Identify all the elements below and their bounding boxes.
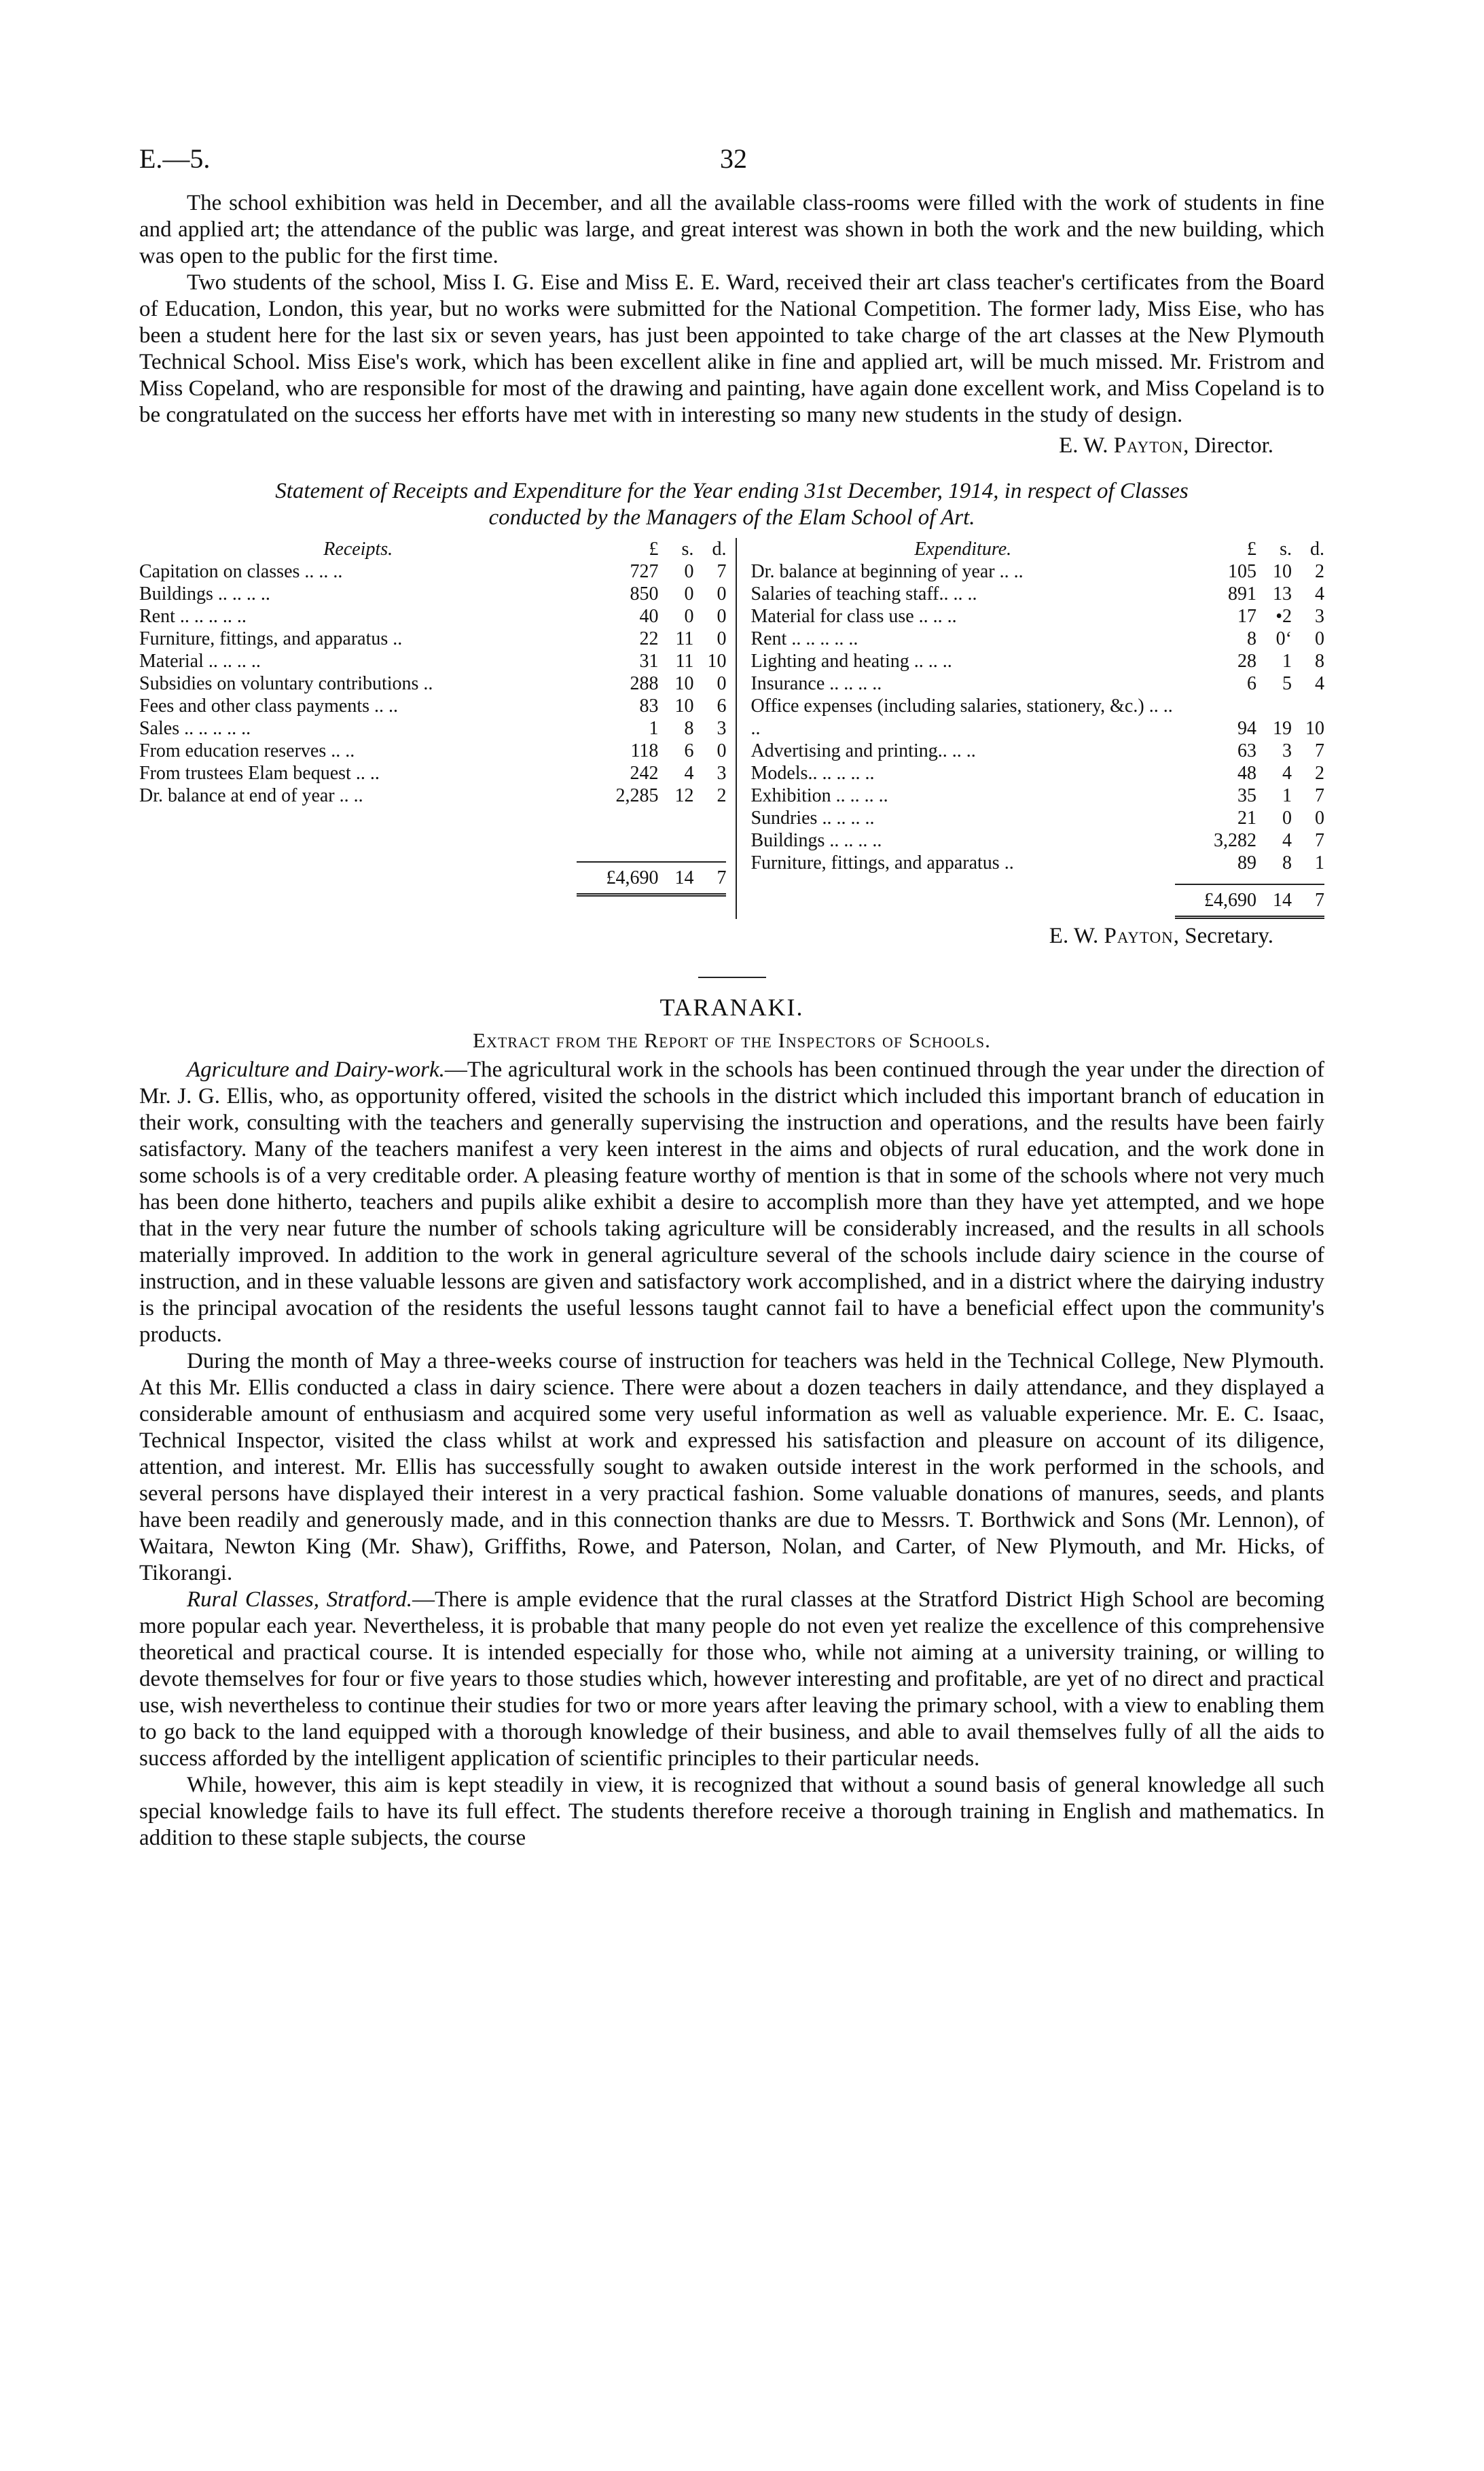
receipt-row-shillings: 0 [684,606,694,627]
expenditure-row-shillings: 5 [1282,673,1292,694]
receipt-row-label: Rent .. .. .. .. .. [139,606,247,627]
receipt-row-pence: 0 [717,673,727,694]
receipt-row-pounds: 118 [630,740,659,761]
expenditure-row [750,650,1324,672]
receipt-row-pence: 10 [707,651,727,672]
expenditure-row-pounds: 63 [1237,740,1256,761]
expenditure-row [750,762,1324,784]
expenditure-row-shillings: 4 [1282,830,1292,851]
receipt-row [139,560,726,583]
receipt-row-label: From education reserves .. .. [139,740,355,761]
agriculture-body: —The agricultural work in the schools has been continued through the year under the direction of Mr. J. G. Ellis, who, as opportunity offered, visited the schools in the district which included this important branch of education in their work, consulting with the teachers and generally supervising the instruction and operations, and the results have been fairly satisfactory. Many of the teachers manifest a very keen interest in the aims and objects of rural education, and the work done in some schools is of a very creditable order. A pleasing feature worthy of mention is that in some of the schools where not very much has been done hitherto, teachers and pupils alike exhibit a desire to accomplish more than they have yet attempted, and we hope that in the very near future the number of schools taking agriculture will be considerably increased, and the results in all schools materially improved. In addition to the work in general agriculture several of the schools include dairy science in the course of instruction, and in these valuable lessons are given and satisfactory work accomplished, and in a district where the dairying industry is the principal avocation of the residents the useful lessons taught cannot fail to have a beneficial effect upon the community's products. [139,1058,1324,1347]
secretary-signature-suffix: , Secretary. [1173,924,1273,948]
expenditure-row-label: Models.. .. .. .. .. [750,763,875,784]
receipt-row [139,695,726,717]
expenditure-rows [750,560,1324,874]
expenditure-row [750,807,1324,829]
receipts-total-shillings: 14 [674,867,694,888]
receipt-row-label: Furniture, fittings, and apparatus .. [139,628,403,649]
statement-title-line-1: Statement of Receipts and Expenditure for the Year ending 31st December, 1914, in respect of Classes [275,479,1189,503]
receipt-row-pounds: 2,285 [615,785,659,806]
receipt-row-label: Capitation on classes .. .. .. [139,561,343,582]
training-paragraph: While, however, this aim is kept steadily in view, it is recognized that without a sound basis of general knowledge all such special knowledge fails to have its full effect. The students therefore receive a thorough training in English and mathematics. In addition to these staple subjects, the course [139,1773,1324,1850]
section-subtitle: Extract from the Report of the Inspectors of Schools. [473,1028,991,1052]
section-title-taranaki: TARANAKI. [659,994,804,1021]
director-signature-name: Payton [1113,433,1184,458]
receipt-row-label: Subsidies on voluntary contributions .. [139,673,433,694]
expenditure-row-shillings: 19 [1273,718,1292,739]
expenditure-row-pounds: 105 [1228,561,1256,582]
expenditure-row-pounds: 48 [1237,763,1256,784]
document-reference: E.—5. [139,143,211,174]
receipt-row-pence: 6 [717,696,727,717]
receipt-row-shillings: 6 [684,740,694,761]
receipt-row-pounds: 850 [630,583,659,605]
expenditure-row-shillings: 0 [1282,808,1292,829]
receipt-row-pounds: 31 [639,651,659,672]
expenditure-row-pence: 2 [1315,561,1324,582]
expenditure-row-pounds: 35 [1237,785,1256,806]
pence-header: d. [1310,539,1324,560]
expenditure-total-pounds: £4,690 [1204,890,1256,911]
page-number: 32 [720,143,747,174]
expenditure-row-label: Exhibition .. .. .. .. [750,785,888,806]
expenditure-row-label: Advertising and printing.. .. .. [750,740,976,761]
receipt-row-pounds: 242 [630,763,659,784]
expenditure-row-pence: 7 [1315,830,1324,851]
expenditure-row-label: Office expenses (including salaries, stationery, &c.) .. .. .. [750,696,1173,739]
rural-classes-heading: Rural Classes, Stratford. [187,1587,412,1612]
receipts-total-row [139,861,726,897]
expenditure-row-pounds: 3,282 [1214,830,1256,851]
expenditure-row-shillings: 8 [1282,852,1292,873]
expenditure-row-pence: 8 [1315,651,1324,672]
receipt-row-shillings: 11 [675,628,694,649]
expenditure-row-shillings: 10 [1273,561,1292,582]
receipt-row-pence: 7 [717,561,727,582]
section-divider [698,977,766,978]
secretary-signature-name: Payton [1104,924,1174,948]
receipt-row-pence: 0 [717,740,727,761]
rural-classes-body: —There is ample evidence that the rural classes at the Stratford District High School are becoming more popular each year. Nevertheless, it is probable that many people do not even yet realize the excellence of this comprehensive theoretical and practical course. It is intended especially for those who, while not aiming at a university training, or willing to devote themselves for four or five years to those studies which, however interesting and profitable, are yet of no direct and practical use, wish nevertheless to continue their studies for two or more years after leaving the primary school, with a view to enabling them to go back to the land equipped with a thorough knowledge of their business, and able to avail themselves fully of all the aids to success afforded by the intelligent application of scientific principles to their particular needs. [139,1587,1324,1771]
receipt-row [139,740,726,762]
expenditure-row [750,628,1324,650]
receipt-row-pence: 0 [717,606,727,627]
receipt-row-pounds: 83 [639,696,659,717]
intro-paragraph-2: Two students of the school, Miss I. G. Eise and Miss E. E. Ward, received their art class teacher's certificates from the Board of Education, London, this year, but no works were submitted for the National Competition. The former lady, Miss Eise, who has been a student here for the last six or seven years, has just been appointed to take charge of the art classes at the New Plymouth Technical School. Miss Eise's work, which has been excellent alike in fine and applied art, will be much missed. Mr. Fristrom and Miss Copeland, who are responsible for most of the drawing and painting, have again done excellent work, and Miss Copeland is to be congratulated on the success her efforts have met with in interesting so many new students in the study of design. [139,270,1324,427]
expenditure-row-pence: 7 [1315,740,1324,761]
expenditure-row-shillings: 3 [1282,740,1292,761]
expenditure-row-pounds: 89 [1237,852,1256,873]
receipt-row-label: Sales .. .. .. .. .. [139,718,251,739]
receipt-row-shillings: 11 [675,651,694,672]
receipt-row-pence: 0 [717,583,727,605]
expenditure-row-pounds: 6 [1247,673,1256,694]
expenditure-row-shillings: 0ʻ [1275,628,1292,649]
page-header [139,143,1324,190]
expenditure-total-pence: 7 [1315,890,1324,911]
expenditure-row-pence: 1 [1315,852,1324,873]
expenditure-row-pence: 0 [1315,808,1324,829]
receipt-row-pounds: 727 [630,561,659,582]
receipt-row-pounds: 288 [630,673,659,694]
agriculture-heading: Agriculture and Dairy-work. [187,1058,445,1082]
expenditure-row-pounds: 28 [1237,651,1256,672]
receipt-row [139,717,726,740]
receipt-row-pence: 3 [717,763,727,784]
shillings-header: s. [681,539,694,560]
receipt-row [139,784,726,807]
receipt-row-shillings: 10 [674,673,694,694]
rural-classes-paragraph [139,1587,1324,1772]
secretary-signature [139,923,1273,950]
expenditure-header-row [750,538,1324,560]
expenditure-row-pence: 0 [1315,628,1324,649]
receipt-row-label: Fees and other class payments .. .. [139,696,399,717]
expenditure-row-pounds: 21 [1237,808,1256,829]
receipt-row-label: Dr. balance at end of year .. .. [139,785,363,806]
receipt-row-shillings: 8 [684,718,694,739]
director-signature-suffix: , Director. [1183,433,1273,458]
expenditure-row-pence: 10 [1305,718,1324,739]
expenditure-row-pounds: 94 [1237,718,1256,739]
receipt-row [139,605,726,628]
expenditure-row-label: Lighting and heating .. .. .. [750,651,952,672]
expenditure-row-pence: 7 [1315,785,1324,806]
pence-header: d. [712,539,727,560]
director-signature-prefix: E. W. [1059,433,1108,458]
expenditure-row-pence: 4 [1315,673,1324,694]
expenditure-row-pence: 2 [1315,763,1324,784]
pounds-header: £ [1247,539,1256,560]
receipts-column [139,538,737,919]
expenditure-row-label: Sundries .. .. .. .. [750,808,875,829]
expenditure-heading: Expenditure. [914,539,1012,560]
expenditure-row-pence: 4 [1315,583,1324,605]
receipts-total-pounds: £4,690 [606,867,659,888]
expenditure-total-shillings: 14 [1273,890,1292,911]
expenditure-row-label: Rent .. .. .. .. .. [750,628,858,649]
expenditure-row-pounds: 8 [1247,628,1256,649]
expenditure-row [750,583,1324,605]
expenditure-row [750,740,1324,762]
expenditure-row-pounds: 891 [1228,583,1256,605]
expenditure-row [750,672,1324,695]
expenditure-row [750,560,1324,583]
receipt-row-shillings: 0 [684,561,694,582]
director-signature [139,433,1273,459]
receipt-row [139,672,726,695]
expenditure-row-label: Dr. balance at beginning of year .. .. [750,561,1024,582]
receipt-row-shillings: 4 [684,763,694,784]
receipt-row-pence: 0 [717,628,727,649]
shillings-header: s. [1280,539,1292,560]
expenditure-row-label: Salaries of teaching staff.. .. .. [750,583,977,605]
receipts-total-pence: 7 [717,867,727,888]
expenditure-total-row [750,884,1324,919]
intro-paragraph-1: The school exhibition was held in December, and all the available class-rooms were filled with the work of students in fine and applied art; the attendance of the public was large, and great interest was shown in both the work and the new building, which was open to the public for the first time. [139,191,1324,268]
receipt-row-shillings: 10 [674,696,694,717]
expenditure-row [750,852,1324,874]
receipt-row-shillings: 12 [674,785,694,806]
expenditure-row-shillings: 1 [1282,651,1292,672]
receipt-row [139,583,726,605]
receipt-row-pounds: 40 [639,606,659,627]
course-paragraph: During the month of May a three-weeks course of instruction for teachers was held in the Technical College, New Plymouth. At this Mr. Ellis conducted a class in dairy science. There were about a dozen teachers in daily attendance, and they displayed a considerable amount of enthusiasm and acquired some very useful information as well as valuable experience. Mr. E. C. Isaac, Technical Inspector, visited the class whilst at work and expressed his satisfaction and pleasure on account of its diligence, attention, and interest. Mr. Ellis has successfully sought to awaken outside interest in the work performed in the schools, and several persons have displayed their interest in a very practical fashion. Some valuable donations of manures, seeds, and plants have been readily and generously made, and in this connection thanks are due to Messrs. T. Borthwick and Sons (Mr. Lennon), of Waitara, Newton King (Mr. Shaw), Griffiths, Rowe, and Paterson, Nolan, and Carter, of New Plymouth, and Mr. Hicks, of Tikorangi. [139,1349,1324,1585]
expenditure-row [750,695,1324,740]
secretary-signature-prefix: E. W. [1049,924,1099,948]
expenditure-row-label: Insurance .. .. .. .. [750,673,882,694]
pounds-header: £ [649,539,659,560]
receipt-row-label: Buildings .. .. .. .. [139,583,270,605]
expenditure-row-label: Buildings .. .. .. .. [750,830,882,851]
receipt-row [139,628,726,650]
expenditure-row-label: Furniture, fittings, and apparatus .. [750,852,1014,873]
expenditure-row-label: Material for class use .. .. .. [750,606,957,627]
receipt-row-label: Material .. .. .. .. [139,651,261,672]
receipt-row-pence: 3 [717,718,727,739]
statement-title [139,478,1324,531]
expenditure-row-shillings: •2 [1275,606,1292,627]
receipt-row [139,650,726,672]
receipts-header-row [139,538,726,560]
receipt-row-pence: 2 [717,785,727,806]
accounts-table [139,538,1324,919]
agriculture-paragraph [139,1057,1324,1348]
receipt-row [139,762,726,784]
receipt-row-shillings: 0 [684,583,694,605]
expenditure-row [750,605,1324,628]
receipt-row-pounds: 1 [649,718,659,739]
expenditure-column [737,538,1324,919]
expenditure-row-shillings: 1 [1282,785,1292,806]
receipt-row-pounds: 22 [639,628,659,649]
document-page [139,143,1324,1852]
receipts-rows [139,560,726,807]
expenditure-row [750,784,1324,807]
expenditure-row-shillings: 13 [1273,583,1292,605]
receipts-heading: Receipts. [323,539,393,560]
expenditure-row-pence: 3 [1315,606,1324,627]
receipt-row-label: From trustees Elam bequest .. .. [139,763,380,784]
expenditure-row [750,829,1324,852]
expenditure-row-shillings: 4 [1282,763,1292,784]
statement-title-line-2: conducted by the Managers of the Elam School of Art. [488,505,975,530]
expenditure-row-pounds: 17 [1237,606,1256,627]
